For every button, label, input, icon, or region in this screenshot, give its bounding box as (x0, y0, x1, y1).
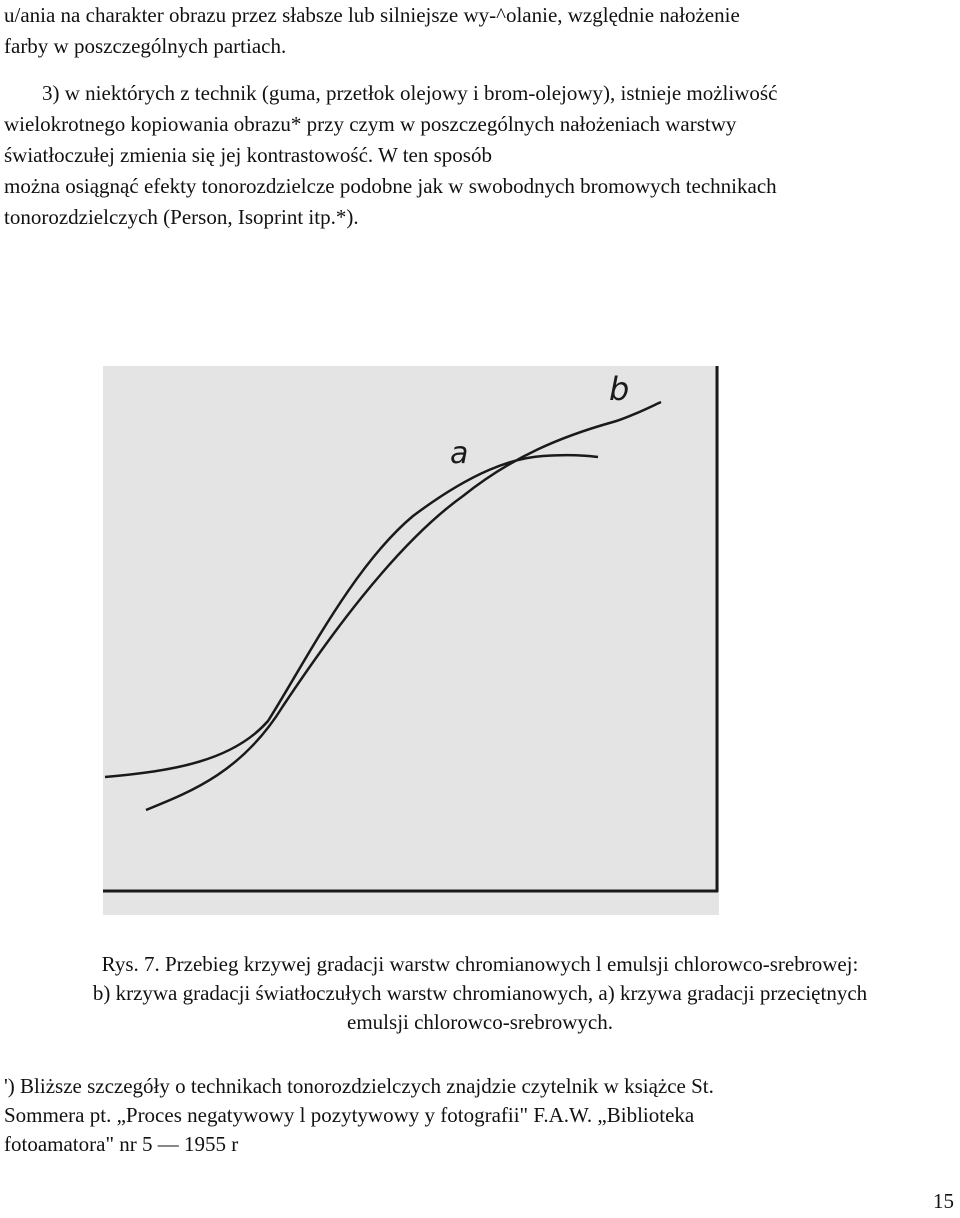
footnote-line: Sommera pt. „Proces negatywowy l pozytywowy y fotografii" F.A.W. „Biblioteka (4, 1103, 695, 1127)
footnote-line: ') Bliższe szczegóły o technikach tonorozdzielczych znajdzie czytelnik w książce St. (4, 1074, 714, 1098)
page-number: 15 (933, 1189, 954, 1213)
text-line: wielokrotnego kopiowania obrazu* przy czym w poszczególnych nałożeniach warstwy (4, 112, 737, 136)
caption-line: Rys. 7. Przebieg krzywej gradacji warstw chromianowych l emulsji chlorowco-srebrowej: (101, 952, 859, 976)
figure-caption (4, 950, 956, 1037)
gradation-curve-figure (103, 366, 719, 915)
text-line: światłoczułej zmienia się jej kontrastowość. W ten sposób (4, 143, 492, 167)
text-line: można osiągnąć efekty tonorozdzielcze podobne jak w swobodnych bromowych technikach (4, 174, 777, 198)
body-paragraph-2 (4, 78, 960, 233)
text-line: farby w poszczególnych partiach. (4, 34, 287, 58)
footnote (4, 1072, 956, 1159)
text-line: u/ania na charakter obrazu przez słabsze lub silniejsze wy-^olanie, względnie nałożenie (4, 3, 740, 27)
caption-line: emulsji chlorowco-srebrowych. (347, 1010, 613, 1034)
curve-a-label: a (450, 436, 469, 471)
body-paragraph-1 (4, 0, 960, 62)
caption-line: b) krzywa gradacji światłoczułych warstw chromianowych, a) krzywa gradacji przeciętnych (92, 981, 868, 1005)
footnote-line: fotoamatora" nr 5 — 1955 r (4, 1132, 239, 1156)
curve-b-label: b (609, 370, 630, 408)
figure-background (103, 366, 719, 915)
text-line: 3) w niektórych z technik (guma, przetłok olejowy i brom-olejowy), istnieje możliwość (42, 81, 778, 105)
text-line: tonorozdzielczych (Person, Isoprint itp.*). (4, 205, 359, 229)
